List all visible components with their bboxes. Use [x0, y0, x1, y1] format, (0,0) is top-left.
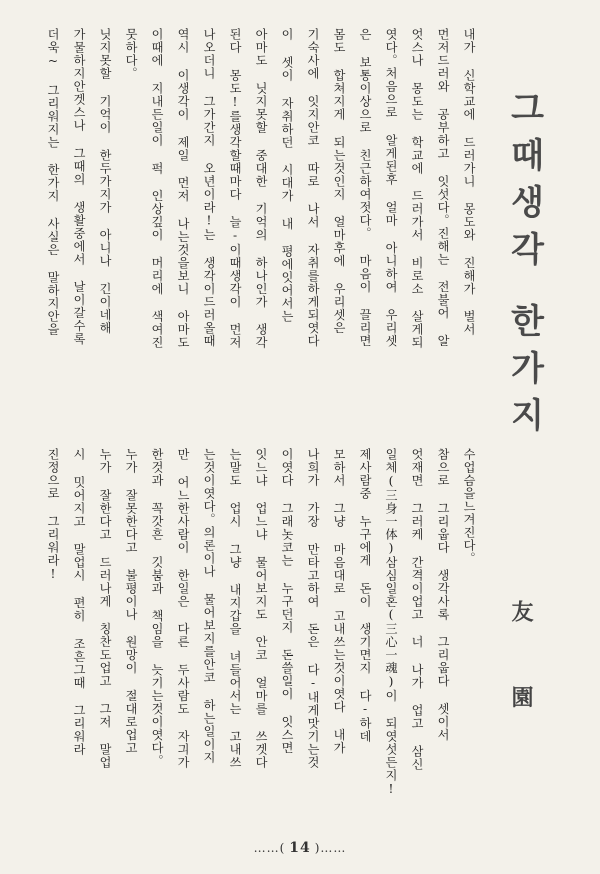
text-column: 된다 몽도!를생각할때마다 늘-이때생각이 먼저 — [228, 28, 242, 349]
text-column: 는말도 업시 그냥 내지갑을 녀들어서는 고내쓰 — [228, 448, 242, 769]
text-column: 누가 잘한다고 드러나게 칭찬도업고 그저 말업 — [98, 448, 112, 769]
text-column: 시 밋어지고 말업시 편히 조흔그때 그리워라 — [72, 448, 86, 756]
page-number: 14 — [289, 840, 311, 856]
text-column: 나희가 가장 만타고하여 돈은 다-내게맛기는것 — [306, 448, 320, 769]
text-column: 아마도 닛지못할 중대한 기억의 하나인가 생각 — [254, 28, 268, 349]
text-column: 기숙사에 잇지안코 따로 나서 자취를하게되엿다 — [306, 28, 320, 348]
page-number-right-decoration: )…… — [314, 841, 347, 855]
text-column: 역시 이생각이 제일 먼저 나는것을보니 아마도 — [176, 28, 190, 349]
text-column: 누가 잘못한다고 불평이나 원망이 절대로업고 — [124, 448, 138, 755]
page-footer — [0, 840, 600, 856]
article-title: 그때생각 한가지 — [504, 90, 544, 444]
text-column: 가물하지안겟스나 그때의 생활중에서 날이갈수록 — [72, 28, 86, 346]
text-column: 수업슴을느겨진다。 — [462, 448, 476, 565]
text-column: 엇스나 몽도는 학교에 드러가서 비로소 살게되 — [410, 28, 424, 349]
text-column: 나오더니 그가간지 오년이라!는 생각이드러올때 — [202, 28, 216, 348]
text-column: 더욱~ 그리워지는 한가지 사실은 말하지안을 — [46, 28, 60, 336]
text-column: 제사람중 누구에게 돈이 생기면지 다-하데 — [358, 448, 372, 743]
page-number-left-decoration: ……( — [253, 841, 286, 855]
text-column: 뭇하다。 — [124, 28, 138, 80]
text-column: 이엿다 그래놋코는 누구던지 돈쓸일이 잇스면 — [280, 448, 294, 755]
text-column: 는것이엿다。의론이나 물어보지를안코 하는일이지 — [202, 448, 216, 764]
text-column: 엇재면 그러케 간격이업고 너 나가 업고 삼신 — [410, 448, 424, 771]
text-column: 먼저드러와 공부하고 잇섯다。진해는 전불어 알 — [436, 28, 450, 348]
text-column: 진정으로 그리워라! — [46, 448, 60, 582]
text-column: 이 셋이 자취하던 시대가 내 평에잇어서는 — [280, 28, 294, 323]
text-column: 만 어느한사람이 한일은 다른 두사람도 자긔가 — [176, 448, 190, 769]
text-column: 참으로 그리웁다 생각사록 그리웁다 셋이서 — [436, 448, 450, 742]
text-column: 내가 신학교에 드러가니 몽도와 진해가 벌서 — [462, 28, 476, 336]
text-column: 닛지못할 기억이 한두가지가 아니나 긴이네해 — [98, 28, 112, 335]
text-column: 한것과 꼭갓흔 깃붐과 책임을 늣기는것이엿다。 — [150, 448, 164, 768]
text-column: 은 보통이상으로 친근하여젓다。 마음이 끌리면 — [358, 28, 372, 348]
text-column: 일체(三身一体)삼심일혼(三心一魂)이 되엿섯든지! — [384, 448, 398, 797]
text-column: 모하서 그냥 마음대로 고내쓰는것이엿다 내가 — [332, 448, 346, 755]
text-column: 이때에 지내든일이 퍽 인상깊이 머리에 색여진 — [150, 28, 164, 349]
text-column: 잇느냐 업느냐 물어보지도 안코 얼마를 쓰겟다 — [254, 448, 268, 769]
text-column: 몸도 합쳐지게 되는것인지 얼마후에 우리셋은 — [332, 28, 346, 335]
author-name: 友 園 — [508, 600, 534, 736]
text-column: 엿다。처음으로 알게된후 얼마 아니하여 우리셋 — [384, 28, 398, 348]
